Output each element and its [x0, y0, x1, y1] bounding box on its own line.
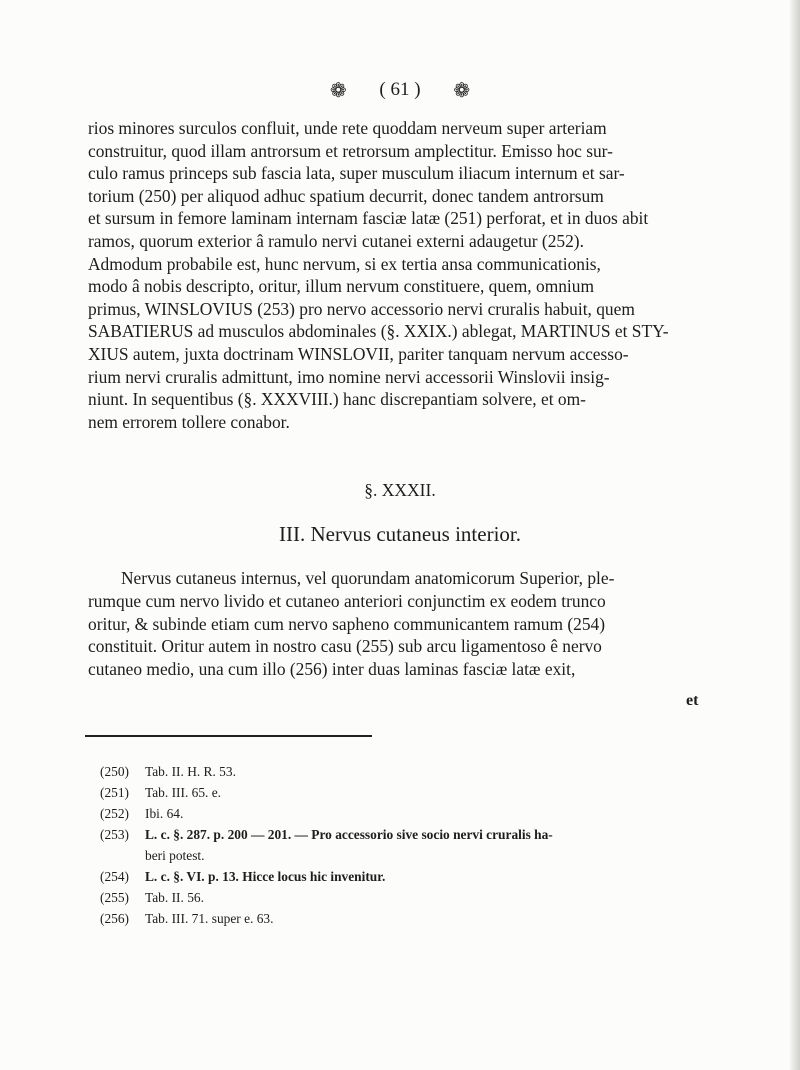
- footnote-text: Tab. II. H. R. 53.: [145, 764, 236, 779]
- text-line: culo ramus princeps sub fascia lata, super musculum iliacum internum et sar-: [88, 163, 625, 184]
- footnote-text: Tab. II. 56.: [145, 890, 204, 905]
- text-line: primus, WINSLOVIUS (253) pro nervo accessorio nervi cruralis habuit, quem: [88, 298, 635, 319]
- text-line: rumque cum nervo livido et cutaneo anteriori conjunctim ex eodem trunco: [88, 590, 606, 611]
- footnote: [100, 887, 720, 908]
- footnote-number: (251): [100, 785, 130, 800]
- page-number: ( 61 ): [379, 78, 421, 100]
- footnote-text: L. c. §. 287. p. 200 — 201. — Pro accessorio sive socio nervi cruralis ha-: [145, 827, 553, 842]
- footnote: [100, 824, 720, 866]
- text-line: Nervus cutaneus internus, vel quorundam anatomicorum Superior, ple-: [121, 568, 615, 588]
- text-line: rium nervi cruralis admittunt, imo nomine nervi accessorii Winslovii insig-: [88, 366, 610, 387]
- footnote-text: L. c. §. VI. p. 13. Hicce locus hic invenitur.: [145, 869, 386, 884]
- footnote-number: (253): [100, 827, 130, 842]
- footnote-text: Tab. III. 71. super e. 63.: [145, 911, 274, 926]
- ornament-left-icon: ❁: [329, 80, 347, 102]
- text-line: XIUS autem, juxta doctrinam WINSLOVII, pariter tanquam nervum accesso-: [88, 343, 629, 364]
- text-line: cutaneo medio, una cum illo (256) inter duas laminas fasciæ latæ exit,: [88, 659, 576, 680]
- catchword: et: [686, 692, 699, 709]
- footnote-number: (250): [100, 764, 130, 779]
- text-line: modo â nobis descripto, oritur, illum nervum constituere, quem, omnium: [88, 276, 594, 297]
- ornament-right-icon: ❁: [453, 80, 471, 102]
- footnote-text: Tab. III. 65. e.: [145, 785, 222, 800]
- text-line: ramos, quorum exterior â ramulo nervi cutanei externi adaugetur (252).: [88, 230, 584, 251]
- footnote: [100, 908, 720, 929]
- footnote: [100, 866, 720, 887]
- paragraph-1: [88, 117, 708, 433]
- text-line: oritur, & subinde etiam cum nervo sapheno communicantem ramum (254): [88, 613, 606, 634]
- section-number: §. XXXII.: [364, 480, 436, 500]
- text-line: construitur, quod illam antrorsum et retrorsum amplectitur. Emisso hoc sur-: [88, 140, 613, 161]
- footnote-rule: [85, 735, 372, 737]
- footnotes: [100, 761, 720, 929]
- footnote: [100, 803, 720, 824]
- footnote-number: (255): [100, 890, 130, 905]
- text-line: rios minores surculos confluit, unde rete quoddam nerveum super arteriam: [88, 118, 607, 138]
- footnote-continuation: beri potest.: [145, 848, 205, 863]
- footnote-number: (256): [100, 911, 130, 926]
- footnote: [100, 782, 720, 803]
- text-line: constituit. Oritur autem in nostro casu (255) sub arcu ligamentoso ê nervo: [88, 636, 602, 657]
- footnote: [100, 761, 720, 782]
- text-line: niunt. In sequentibus (§. XXXVIII.) hanc discrepantiam solvere, et om-: [88, 389, 586, 410]
- section-title: III. Nervus cutaneus interior.: [278, 522, 521, 546]
- text-line: SABATIERUS ad musculos abdominales (§. XXIX.) ablegat, MARTINUS et STY-: [88, 321, 669, 342]
- text-line: nem errorem tollere conabor.: [88, 411, 290, 432]
- text-line: torium (250) per aliquod adhuc spatium decurrit, donec tandem antrorsum: [88, 185, 604, 206]
- page-header: [0, 78, 800, 103]
- text-line: et sursum in femore laminam internam fasciæ latæ (251) perforat, et in duos abit: [88, 208, 649, 229]
- footnote-text: Ibi. 64.: [145, 806, 184, 821]
- paragraph-2: [88, 567, 708, 681]
- footnote-number: (252): [100, 806, 130, 821]
- text-line: Admodum probabile est, hunc nervum, si ex tertia ansa communicationis,: [88, 253, 601, 274]
- footnote-number: (254): [100, 869, 130, 884]
